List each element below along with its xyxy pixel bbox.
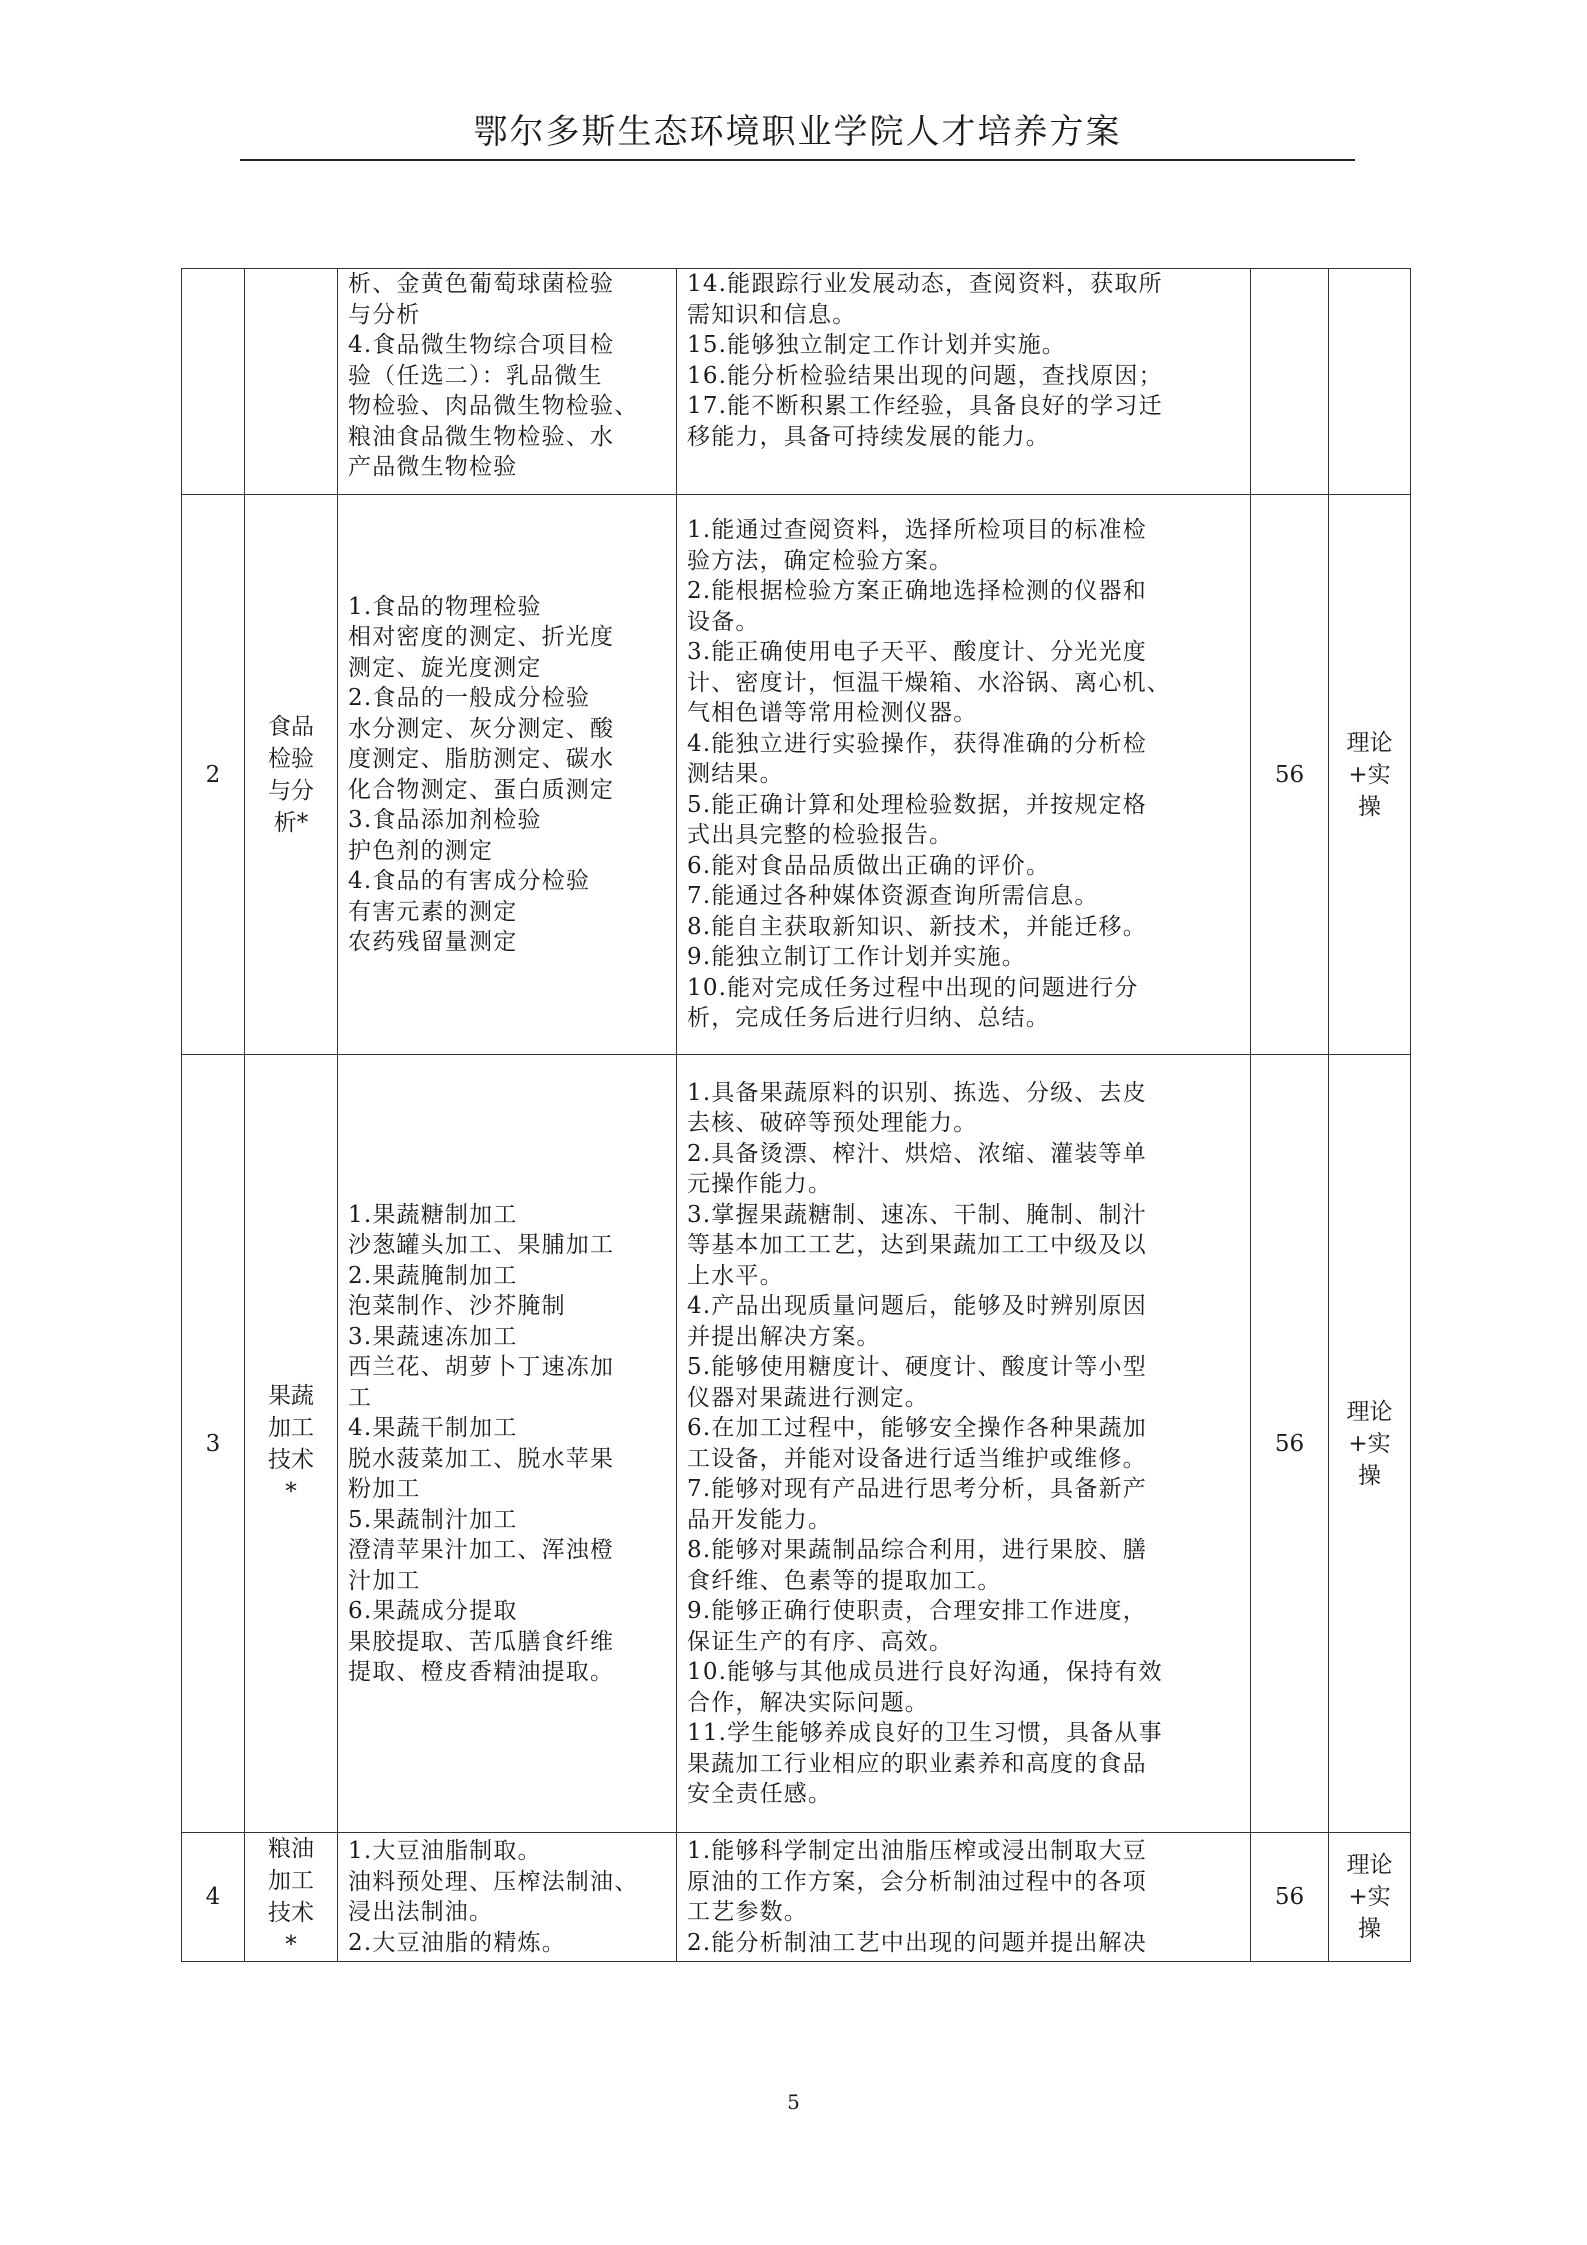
skill-line: 品开发能力。 — [687, 1506, 833, 1533]
skill-line: 设备。 — [687, 608, 760, 635]
teaching-mode-line: +实 — [1348, 1884, 1391, 1910]
skill-line: 8.能自主获取新知识、新技术，并能迁移。 — [687, 913, 1147, 940]
content-line: 度测定、脂肪测定、碳水 — [348, 746, 615, 772]
skill-line: 食纤维、色素等的提取加工。 — [687, 1567, 1002, 1594]
course-name-line: 技术 — [268, 1900, 314, 1926]
page-header-title: 鄂尔多斯生态环境职业学院人才培养方案 — [473, 112, 1122, 152]
course-name-cell — [245, 1055, 338, 1833]
course-name-line: 粮油 — [268, 1836, 314, 1862]
course-name-line: 果蔬 — [268, 1382, 314, 1409]
skill-line: 4.产品出现质量问题后，能够及时辨别原因 — [687, 1293, 1147, 1319]
teaching-mode-cell — [1329, 269, 1411, 495]
skill-line: 10.能对完成任务过程中出现的问题进行分 — [687, 974, 1139, 1001]
skill-line: 7.能够对现有产品进行思考分析，具备新产 — [687, 1476, 1147, 1502]
content-line: 与分析 — [348, 301, 421, 328]
hours-cell: 56 — [1251, 495, 1329, 1055]
content-line: 提取、橙皮香精油提取。 — [348, 1659, 615, 1685]
content-line: 4.果蔬干制加工 — [348, 1415, 518, 1441]
course-row — [182, 1055, 1411, 1833]
skill-line: 7.能通过各种媒体资源查询所需信息。 — [687, 883, 1099, 910]
course-name-line: 加工 — [268, 1868, 314, 1894]
skill-line: 9.能独立制订工作计划并实施。 — [687, 944, 1026, 971]
course-name-line: * — [285, 1478, 297, 1505]
skill-line: 保证生产的有序、高效。 — [687, 1628, 954, 1655]
skill-line: 17.能不断积累工作经验，具备良好的学习迁 — [687, 393, 1163, 419]
course-name-line: 食品 — [268, 713, 314, 740]
content-line: 2.大豆油脂的精炼。 — [348, 1929, 566, 1956]
course-content-cell — [338, 269, 677, 495]
skill-line: 2.能根据检验方案正确地选择检测的仪器和 — [687, 578, 1147, 605]
page-number: 5 — [787, 2090, 800, 2114]
skill-line: 6.在加工过程中，能够安全操作各种果蔬加 — [687, 1415, 1147, 1441]
skill-cell — [677, 1833, 1251, 1962]
content-line: 浸出法制油。 — [348, 1899, 494, 1925]
course-name-line: 析* — [273, 809, 309, 836]
skill-line: 需知识和信息。 — [687, 301, 857, 328]
skill-line: 验方法，确定检验方案。 — [687, 547, 954, 574]
content-line: 澄清苹果汁加工、浑浊橙 — [348, 1537, 615, 1563]
teaching-mode-cell — [1329, 495, 1411, 1055]
skill-line: 2.具备烫漂、榨汁、烘焙、浓缩、灌装等单 — [687, 1140, 1147, 1167]
course-name-line: 技术 — [268, 1446, 314, 1473]
teaching-mode-line: +实 — [1348, 761, 1391, 788]
course-name-cell — [245, 495, 338, 1055]
skill-line: 5.能正确计算和处理检验数据，并按规定格 — [687, 791, 1147, 818]
course-row — [182, 269, 1411, 495]
course-name-line: 与分 — [268, 777, 314, 804]
skill-line: 析，完成任务后进行归纳、总结。 — [687, 1005, 1050, 1032]
content-line: 相对密度的测定、折光度 — [348, 624, 615, 650]
row-number-cell: 3 — [182, 1055, 245, 1833]
skill-line: 果蔬加工行业相应的职业素养和高度的食品 — [687, 1750, 1147, 1777]
skill-line: 10.能够与其他成员进行良好沟通，保持有效 — [687, 1659, 1163, 1685]
skill-line: 3.能正确使用电子天平、酸度计、分光光度 — [687, 639, 1147, 666]
teaching-mode-line: 操 — [1358, 793, 1381, 820]
teaching-mode-line: 理论 — [1346, 1398, 1393, 1425]
course-name-cell — [245, 269, 338, 495]
skill-line: 16.能分析检验结果出现的问题，查找原因； — [687, 362, 1163, 389]
teaching-mode-line: 操 — [1358, 1916, 1381, 1942]
teaching-mode-cell — [1329, 1833, 1411, 1962]
content-line: 产品微生物检验 — [348, 454, 518, 480]
content-line: 析、金黄色葡萄球菌检验 — [348, 271, 615, 297]
skill-cell — [677, 269, 1251, 495]
content-line: 工 — [348, 1384, 373, 1411]
course-content-cell — [338, 1833, 677, 1962]
skill-cell — [677, 1055, 1251, 1833]
skill-line: 元操作能力。 — [687, 1171, 833, 1197]
course-name-line: * — [285, 1932, 297, 1958]
content-line: 1.食品的物理检验 — [348, 593, 542, 620]
skill-line: 等基本加工工艺，达到果蔬加工工中级及以 — [687, 1232, 1147, 1258]
skill-line: 仪器对果蔬进行测定。 — [687, 1384, 929, 1411]
content-line: 西兰花、胡萝卜丁速冻加 — [348, 1354, 615, 1380]
content-line: 1.果蔬糖制加工 — [348, 1201, 518, 1228]
course-row — [182, 495, 1411, 1055]
skill-line: 测结果。 — [687, 761, 784, 788]
content-line: 验（任选二）：乳品微生 — [348, 362, 603, 389]
skill-line: 1.能通过查阅资料，选择所检项目的标准检 — [687, 517, 1147, 544]
row-number-cell: 4 — [182, 1833, 245, 1962]
skill-line: 计、密度计，恒温干燥箱、水浴锅、离心机、 — [687, 669, 1171, 696]
content-line: 沙葱罐头加工、果脯加工 — [348, 1232, 615, 1258]
skill-line: 气相色谱等常用检测仪器。 — [687, 700, 978, 727]
skill-line: 14.能跟踪行业发展动态，查阅资料，获取所 — [687, 271, 1163, 297]
skill-line: 2.能分析制油工艺中出现的问题并提出解决 — [687, 1929, 1147, 1956]
content-line: 护色剂的测定 — [348, 837, 494, 864]
skill-line: 1.能够科学制定出油脂压榨或浸出制取大豆 — [687, 1838, 1147, 1864]
skill-cell — [677, 495, 1251, 1055]
content-line: 6.果蔬成分提取 — [348, 1598, 518, 1624]
teaching-mode-line: 理论 — [1346, 729, 1393, 756]
content-line: 泡菜制作、沙芥腌制 — [348, 1293, 566, 1319]
skill-line: 安全责任感。 — [687, 1781, 833, 1807]
content-line: 4.食品微生物综合项目检 — [348, 332, 615, 358]
content-line: 农药残留量测定 — [348, 929, 518, 955]
skill-line: 4.能独立进行实验操作，获得准确的分析检 — [687, 730, 1147, 757]
content-line: 5.果蔬制汁加工 — [348, 1506, 518, 1533]
course-name-cell — [245, 1833, 338, 1962]
skill-line: 上水平。 — [687, 1262, 784, 1289]
skill-line: 1.具备果蔬原料的识别、拣选、分级、去皮 — [687, 1079, 1147, 1106]
content-line: 3.食品添加剂检验 — [348, 807, 542, 833]
hours-cell: 56 — [1251, 1833, 1329, 1962]
content-line: 粮油食品微生物检验、水 — [348, 423, 615, 450]
content-line: 1.大豆油脂制取。 — [348, 1838, 542, 1864]
content-line: 3.果蔬速冻加工 — [348, 1323, 518, 1350]
skill-line: 式出具完整的检验报告。 — [687, 822, 954, 849]
skill-line: 工设备，并能对设备进行适当维护或维修。 — [687, 1445, 1147, 1472]
content-line: 油料预处理、压榨法制油、 — [348, 1868, 639, 1895]
content-line: 脱水菠菜加工、脱水苹果 — [348, 1445, 615, 1472]
course-name-line: 检验 — [268, 745, 314, 772]
skill-line: 15.能够独立制定工作计划并实施。 — [687, 332, 1066, 358]
course-name-line: 加工 — [268, 1414, 314, 1441]
content-line: 汁加工 — [348, 1567, 421, 1594]
skill-line: 移能力，具备可持续发展的能力。 — [687, 423, 1050, 450]
skill-line: 6.能对食品品质做出正确的评价。 — [687, 852, 1051, 879]
skill-line: 合作，解决实际问题。 — [687, 1689, 929, 1716]
teaching-mode-cell — [1329, 1055, 1411, 1833]
content-line: 2.果蔬腌制加工 — [348, 1262, 518, 1289]
course-table — [181, 268, 1411, 1962]
content-line: 4.食品的有害成分检验 — [348, 868, 591, 894]
skill-line: 11.学生能够养成良好的卫生习惯，具备从事 — [687, 1720, 1163, 1746]
hours-cell — [1251, 269, 1329, 495]
content-line: 化合物测定、蛋白质测定 — [348, 776, 615, 803]
row-number-cell: 2 — [182, 495, 245, 1055]
hours-cell: 56 — [1251, 1055, 1329, 1833]
content-line: 有害元素的测定 — [348, 898, 518, 925]
skill-line: 8.能够对果蔬制品综合利用，进行果胶、膳 — [687, 1537, 1147, 1563]
teaching-mode-line: 操 — [1358, 1462, 1381, 1489]
row-number-cell — [182, 269, 245, 495]
teaching-mode-line: +实 — [1348, 1430, 1391, 1457]
skill-line: 去核、破碎等预处理能力。 — [687, 1110, 978, 1136]
course-row — [182, 1833, 1411, 1962]
skill-line: 并提出解决方案。 — [687, 1323, 881, 1350]
content-line: 果胶提取、苦瓜膳食纤维 — [348, 1628, 615, 1655]
content-line: 测定、旋光度测定 — [348, 654, 542, 681]
header-rule — [240, 159, 1355, 161]
course-content-cell — [338, 1055, 677, 1833]
course-content-cell — [338, 495, 677, 1055]
content-line: 物检验、肉品微生物检验、 — [348, 393, 639, 419]
skill-line: 9.能够正确行使职责，合理安排工作进度， — [687, 1598, 1147, 1624]
content-line: 粉加工 — [348, 1476, 421, 1502]
skill-line: 5.能够使用糖度计、硬度计、酸度计等小型 — [687, 1354, 1147, 1380]
skill-line: 原油的工作方案，会分析制油过程中的各项 — [687, 1868, 1147, 1895]
skill-line: 3.掌握果蔬糖制、速冻、干制、腌制、制汁 — [687, 1201, 1147, 1228]
content-line: 水分测定、灰分测定、酸 — [348, 715, 615, 742]
teaching-mode-line: 理论 — [1346, 1852, 1393, 1878]
skill-line: 工艺参数。 — [687, 1899, 808, 1925]
content-line: 2.食品的一般成分检验 — [348, 685, 591, 711]
